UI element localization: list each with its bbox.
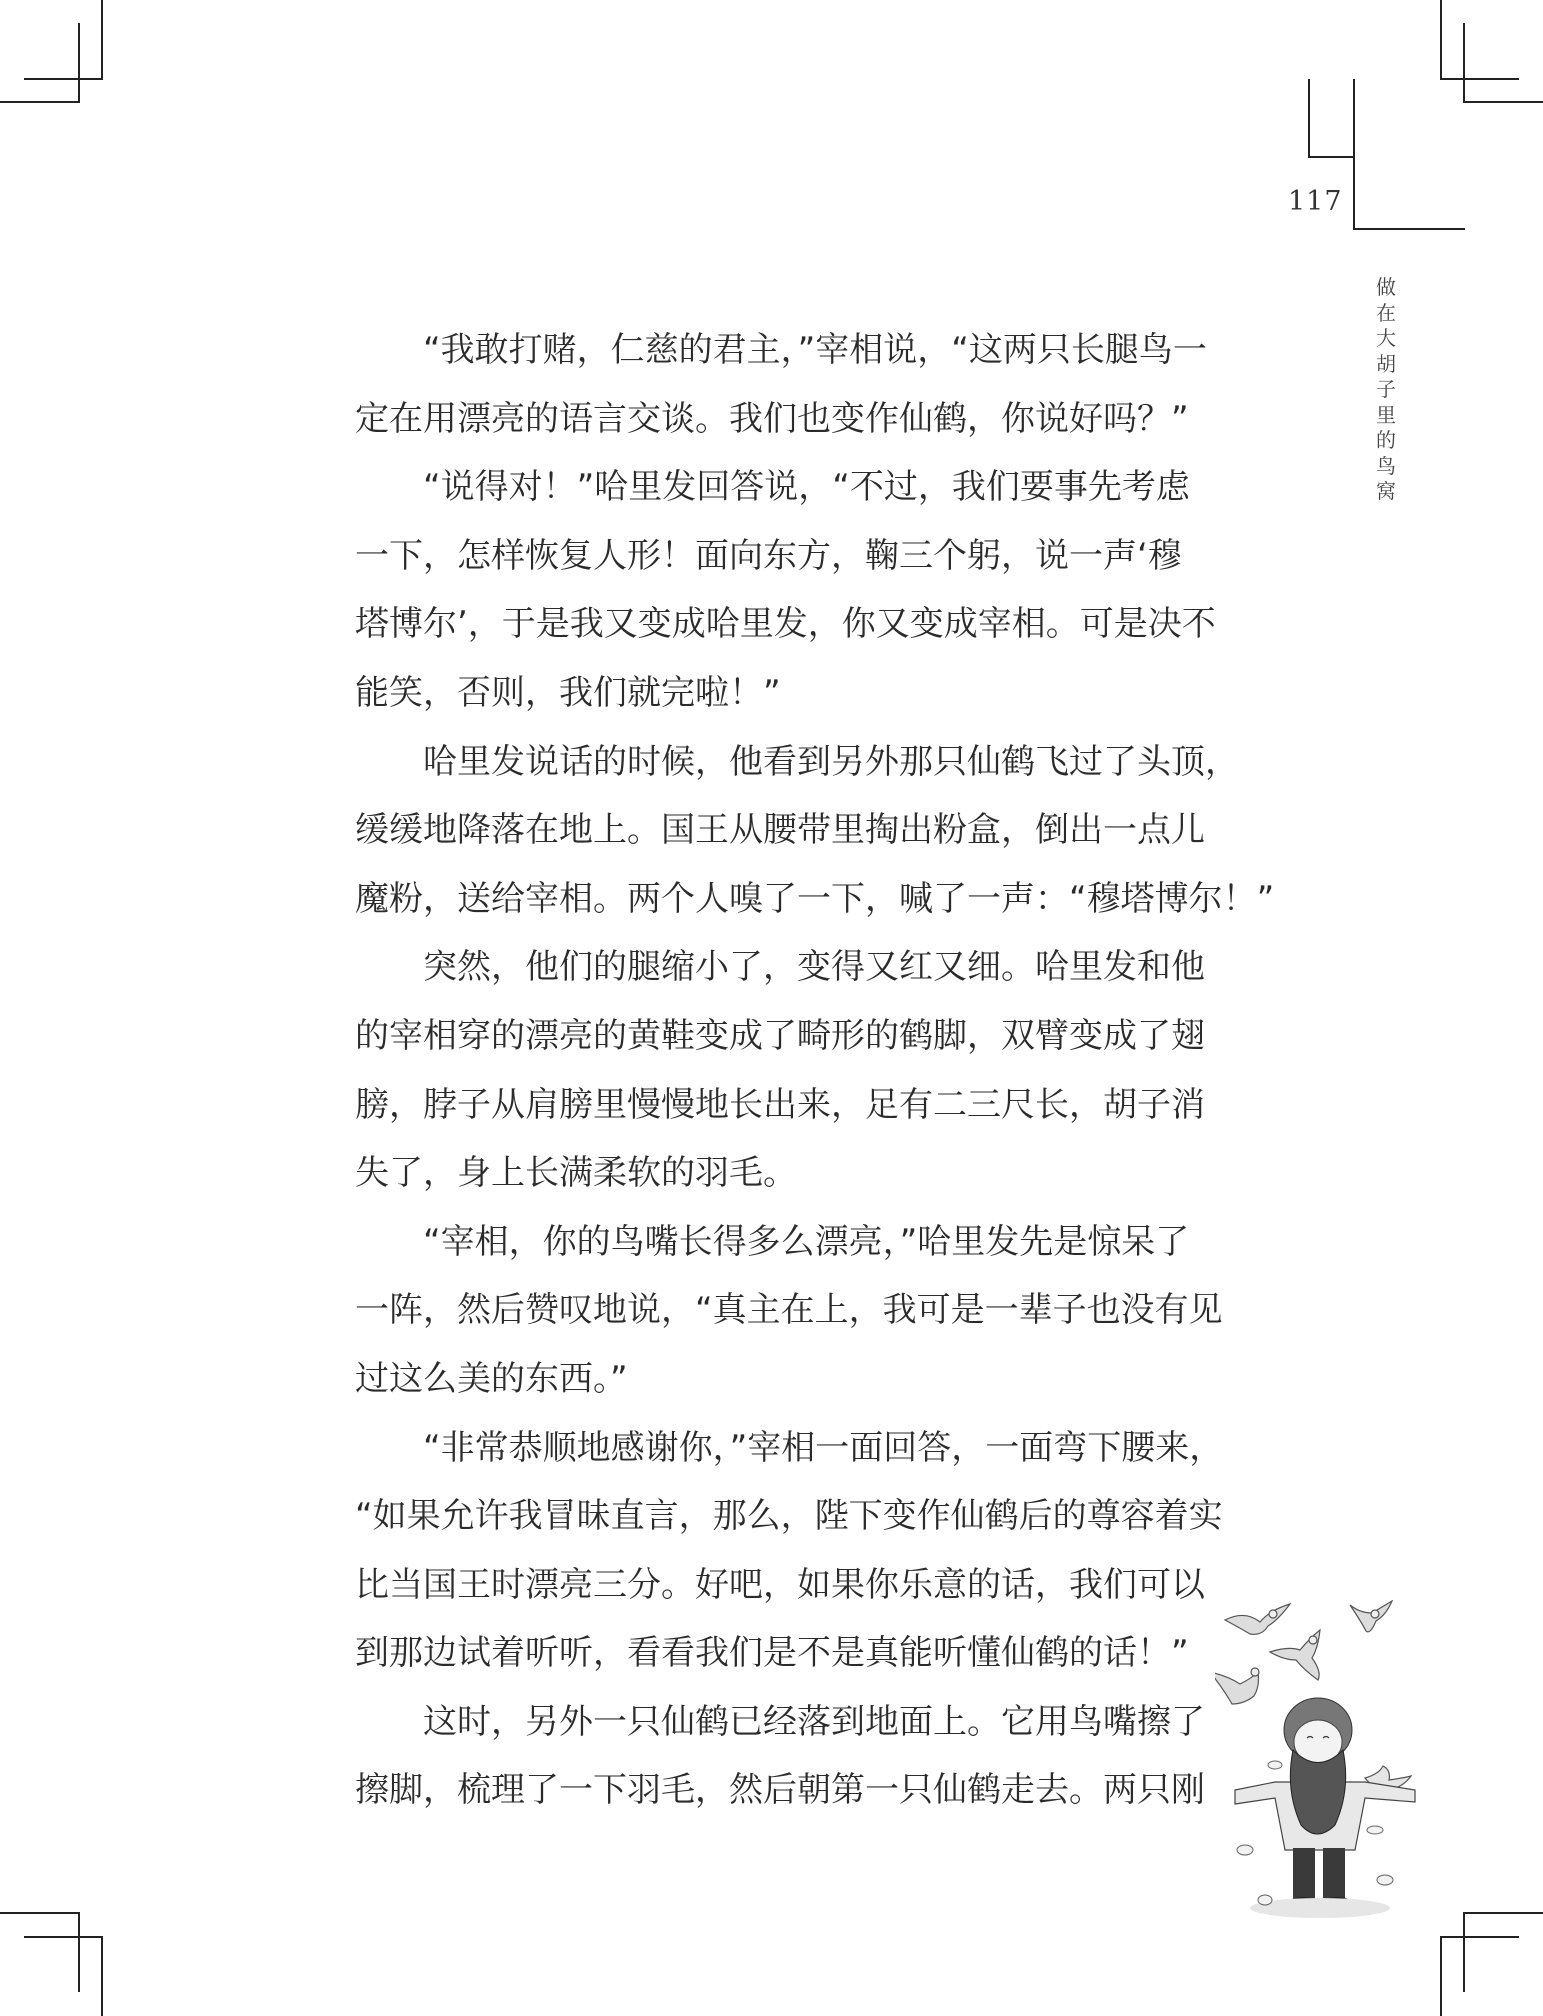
text-line: 过这么美的东西。” <box>355 1358 628 1399</box>
text-line: 的宰相穿的漂亮的黄鞋变成了畸形的鹤脚，双臂变成了翅 <box>355 1015 1205 1056</box>
text-line: 能笑，否则，我们就完啦！” <box>355 672 781 713</box>
text-line: 哈里发说话的时候，他看到另外那只仙鹤飞过了头顶， <box>423 741 1239 782</box>
crop-mark <box>1440 78 1519 80</box>
bird-icon <box>1215 1668 1259 1704</box>
header-rule <box>1308 79 1310 157</box>
running-title-char: 里 <box>1376 402 1396 427</box>
bird-icon <box>1350 1601 1392 1632</box>
text-line: 一下，怎样恢复人形！面向东方，鞠三个躬，说一声‘穆 <box>355 535 1182 576</box>
bird-icon <box>1270 1630 1320 1680</box>
crop-mark <box>101 0 103 79</box>
running-title-char: 在 <box>1376 300 1396 325</box>
bird-icon <box>1225 1604 1290 1634</box>
crop-mark <box>1440 1936 1442 2016</box>
crop-mark <box>1463 1912 1465 1992</box>
text-line: 失了，身上长满柔软的羽毛。 <box>355 1153 797 1194</box>
text-line: 这时，另外一只仙鹤已经落到地面上。它用鸟嘴擦了 <box>423 1701 1205 1742</box>
crop-mark <box>1440 0 1442 79</box>
text-line: 一阵，然后赞叹地说，“真主在上，我可是一辈子也没有见 <box>355 1290 1223 1331</box>
crop-mark <box>0 101 80 103</box>
page-number: 117 <box>1288 186 1343 217</box>
text-line: 到那边试着听听，看看我们是不是真能听懂仙鹤的话！” <box>355 1633 1189 1674</box>
crop-mark <box>1440 1936 1519 1938</box>
crop-mark <box>1463 101 1543 103</box>
text-line: “说得对！”哈里发回答说，“不过，我们要事先考虑 <box>423 467 1190 508</box>
crop-mark <box>24 1936 103 1938</box>
text-line: 魔粉，送给宰相。两个人嗅了一下，喊了一声：“穆塔博尔！” <box>355 878 1275 919</box>
crop-mark <box>78 23 80 103</box>
running-title-char: 子 <box>1376 377 1396 401</box>
running-title-char: 大 <box>1376 326 1396 350</box>
running-title-char: 的 <box>1376 428 1396 452</box>
text-line: 比当国王时漂亮三分。好吧，如果你乐意的话，我们可以 <box>355 1564 1205 1605</box>
header-rule <box>1308 156 1354 158</box>
running-title <box>1371 275 1401 505</box>
text-line: 定在用漂亮的语言交谈。我们也变作仙鹤，你说好吗？” <box>355 398 1189 439</box>
crop-mark <box>101 1936 103 2016</box>
running-title-char: 胡 <box>1376 351 1396 376</box>
text-line: 擦脚，梳理了一下羽毛，然后朝第一只仙鹤走去。两只刚 <box>355 1770 1205 1811</box>
running-title-char: 做 <box>1376 275 1396 299</box>
text-line: 突然，他们的腿缩小了，变得又红又细。哈里发和他 <box>423 947 1205 988</box>
bearded-man-illustration <box>1215 1600 1435 1920</box>
crop-mark <box>1463 23 1465 103</box>
crop-mark <box>78 1912 80 1992</box>
text-line: 塔博尔’，于是我又变成哈里发，你又变成宰相。可是决不 <box>355 604 1216 645</box>
crop-mark <box>24 78 103 80</box>
text-line: 缓缓地降落在地上。国王从腰带里掏出粉盒，倒出一点儿 <box>355 810 1205 851</box>
text-line: “如果允许我冒昧直言，那么，陛下变作仙鹤后的尊容着实 <box>355 1496 1223 1537</box>
header-rule <box>1353 228 1465 230</box>
running-title-char: 鸟 <box>1376 453 1396 478</box>
header-rule <box>1353 79 1355 229</box>
text-line: “我敢打赌，仁慈的君主，”宰相说，“这两只长腿鸟一 <box>423 330 1207 370</box>
text-line: “宰相，你的鸟嘴长得多么漂亮，”哈里发先是惊呆了 <box>423 1221 1190 1262</box>
body-text <box>355 316 1275 1825</box>
crop-mark <box>0 1912 80 1914</box>
text-line: 膀，脖子从肩膀里慢慢地长出来，足有二三尺长，胡子消 <box>355 1084 1205 1125</box>
running-title-char: 窝 <box>1376 479 1396 503</box>
crop-mark <box>1463 1912 1543 1914</box>
text-line: “非常恭顺地感谢你，”宰相一面回答，一面弯下腰来， <box>423 1427 1224 1468</box>
